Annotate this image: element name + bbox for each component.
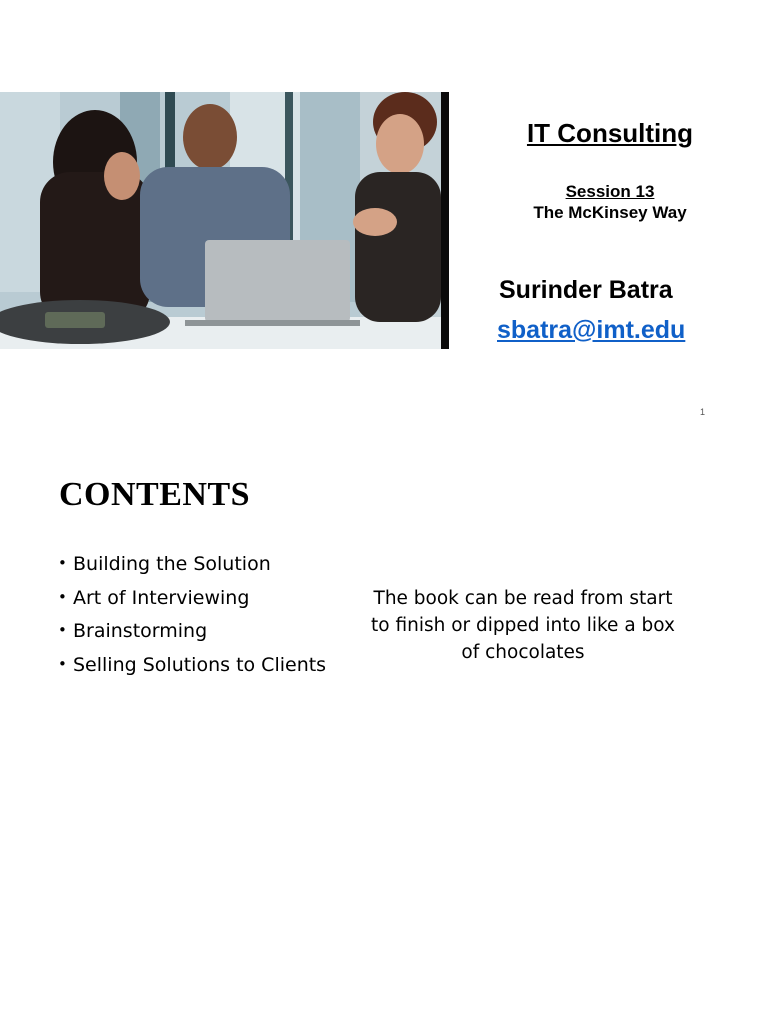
list-item	[58, 648, 326, 682]
list-item-label: Building the Solution	[73, 553, 271, 575]
photo-frame-border	[441, 92, 449, 349]
list-item	[58, 581, 326, 615]
bullet-icon: •	[58, 554, 67, 572]
presentation-title: IT Consulting	[526, 118, 694, 148]
contents-list	[58, 547, 326, 681]
list-item	[58, 547, 326, 581]
list-item	[58, 614, 326, 648]
bullet-icon: •	[58, 621, 67, 639]
slide-number: 1	[700, 407, 706, 417]
author-name: Surinder Batra	[499, 276, 673, 304]
meeting-photo	[0, 92, 441, 349]
book-note: The book can be read from start to finish or dipped into like a box of chocolates	[371, 588, 675, 663]
contents-heading: CONTENTS	[59, 476, 251, 513]
session-label: Session 13	[565, 182, 655, 201]
bullet-icon: •	[58, 654, 67, 673]
list-item-label: Art of Interviewing	[73, 586, 250, 609]
author-email-link[interactable]: sbatra@imt.edu	[497, 316, 686, 344]
bullet-icon: •	[58, 587, 67, 606]
session-subtitle: The McKinsey Way	[533, 203, 687, 222]
list-item-label: Selling Solutions to Clients	[73, 653, 327, 676]
meeting-photo-illustration	[0, 92, 441, 349]
list-item-label: Brainstorming	[73, 620, 208, 642]
